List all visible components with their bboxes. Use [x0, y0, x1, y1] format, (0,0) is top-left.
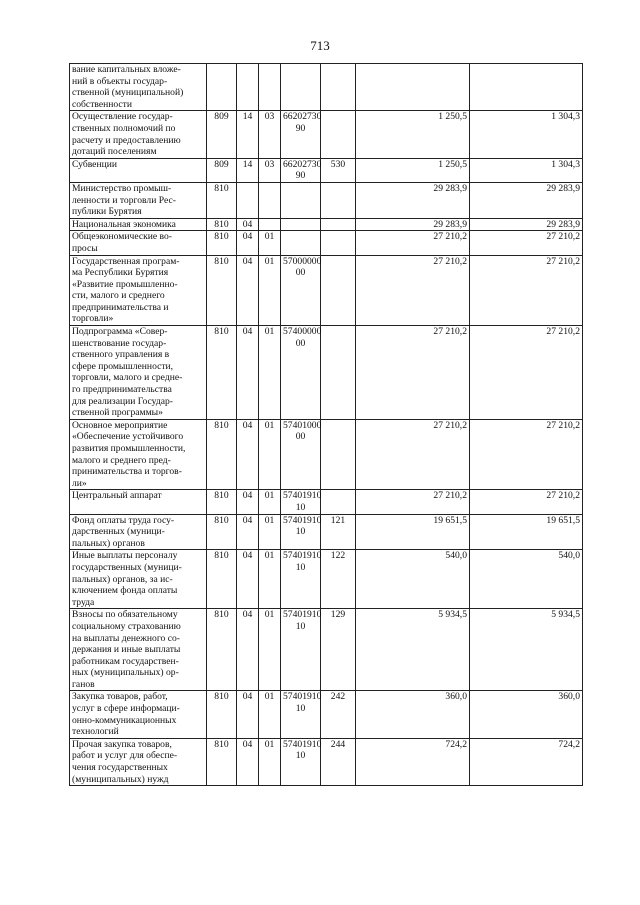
cell-sum-2: 27 210,2: [470, 419, 583, 490]
cell-csr: 66202730 90: [281, 111, 321, 158]
table-row: [70, 419, 583, 490]
cell-name: Общеэкономические во- просы: [70, 231, 207, 255]
cell-ved: 810: [207, 326, 237, 420]
cell-ved: [207, 64, 237, 111]
cell-vr: [321, 490, 356, 514]
cell-vr: 121: [321, 514, 356, 550]
cell-vr: [321, 326, 356, 420]
cell-name: Взносы по обязательному социальному страхованию на выплаты денежного со- держания и иные выплаты работникам государствен- ных (муниципальных) ор- ганов: [70, 609, 207, 691]
cell-vr: [321, 111, 356, 158]
cell-csr: [281, 231, 321, 255]
table-row: [70, 231, 583, 255]
cell-ved: 810: [207, 514, 237, 550]
cell-vr: [321, 255, 356, 326]
cell-csr: 57401910 10: [281, 514, 321, 550]
cell-name: Фонд оплаты труда госу- дарственных (муници- пальных) органов: [70, 514, 207, 550]
cell-sum-2: 360,0: [470, 691, 583, 738]
cell-ved: 810: [207, 490, 237, 514]
cell-sum-2: 27 210,2: [470, 255, 583, 326]
cell-csr: 57401910 10: [281, 738, 321, 785]
cell-ved: 809: [207, 111, 237, 158]
cell-pr: 01: [259, 609, 281, 691]
cell-sum-1: 1 250,5: [356, 111, 470, 158]
budget-table: [69, 63, 583, 786]
cell-pr: 01: [259, 419, 281, 490]
cell-ved: 810: [207, 182, 237, 218]
cell-name: Центральный аппарат: [70, 490, 207, 514]
cell-sum-1: 27 210,2: [356, 231, 470, 255]
cell-rz: 04: [237, 231, 259, 255]
cell-ved: 810: [207, 218, 237, 231]
cell-name: Закупка товаров, работ, услуг в сфере информаци- онно-коммуникационных технологий: [70, 691, 207, 738]
cell-sum-2: 27 210,2: [470, 326, 583, 420]
cell-ved: 810: [207, 231, 237, 255]
cell-csr: 57400000 00: [281, 326, 321, 420]
cell-vr: 129: [321, 609, 356, 691]
cell-rz: 04: [237, 419, 259, 490]
cell-name: Осуществление государ- ственных полномочий по расчету и предоставлению дотаций поселениям: [70, 111, 207, 158]
cell-ved: 810: [207, 255, 237, 326]
cell-sum-1: 540,0: [356, 550, 470, 609]
cell-vr: [321, 419, 356, 490]
cell-pr: 01: [259, 490, 281, 514]
cell-ved: 810: [207, 419, 237, 490]
cell-name: Министерство промыш- ленности и торговли Рес- публики Бурятия: [70, 182, 207, 218]
cell-csr: [281, 182, 321, 218]
table-row: [70, 691, 583, 738]
cell-sum-1: 27 210,2: [356, 490, 470, 514]
cell-sum-1: 1 250,5: [356, 158, 470, 182]
table-row: [70, 182, 583, 218]
cell-rz: 04: [237, 255, 259, 326]
cell-rz: 04: [237, 218, 259, 231]
cell-vr: 244: [321, 738, 356, 785]
cell-sum-2: 29 283,9: [470, 182, 583, 218]
cell-sum-1: 29 283,9: [356, 182, 470, 218]
table-row: [70, 514, 583, 550]
page-number: 713: [310, 38, 330, 53]
cell-rz: 04: [237, 691, 259, 738]
cell-ved: 810: [207, 691, 237, 738]
cell-rz: 14: [237, 158, 259, 182]
table-row: [70, 218, 583, 231]
cell-csr: [281, 218, 321, 231]
cell-pr: [259, 182, 281, 218]
cell-sum-2: 1 304,3: [470, 111, 583, 158]
cell-csr: 57401910 10: [281, 490, 321, 514]
cell-sum-1: 27 210,2: [356, 326, 470, 420]
cell-vr: 530: [321, 158, 356, 182]
cell-name: Иные выплаты персоналу государственных (муници- пальных) органов, за ис- ключением фонда оплаты труда: [70, 550, 207, 609]
cell-name: Государственная програм- ма Республики Бурятия «Развитие промышленно- сти, малого и среднего предпринимательства и торговли»: [70, 255, 207, 326]
table-row: [70, 158, 583, 182]
cell-ved: 809: [207, 158, 237, 182]
cell-pr: [259, 64, 281, 111]
cell-rz: 14: [237, 111, 259, 158]
table-row: [70, 255, 583, 326]
cell-name: Подпрограмма «Совер- шенствование государ- ственного управления в сфере промышленности, торговли, малого и средне- го предпринимательства для реализации Государ- ственной программы»: [70, 326, 207, 420]
cell-sum-2: 29 283,9: [470, 218, 583, 231]
cell-sum-1: 27 210,2: [356, 419, 470, 490]
cell-pr: 01: [259, 255, 281, 326]
cell-pr: 01: [259, 550, 281, 609]
cell-vr: 122: [321, 550, 356, 609]
cell-pr: 01: [259, 231, 281, 255]
cell-rz: [237, 64, 259, 111]
cell-ved: 810: [207, 738, 237, 785]
cell-name: Основное мероприятие «Обеспечение устойчивого развития промышленности, малого и среднего пред- принимательства и торгов- ли»: [70, 419, 207, 490]
cell-sum-1: [356, 64, 470, 111]
cell-sum-2: 5 934,5: [470, 609, 583, 691]
cell-ved: 810: [207, 609, 237, 691]
cell-name: Национальная экономика: [70, 218, 207, 231]
cell-rz: 04: [237, 738, 259, 785]
table-row: [70, 738, 583, 785]
table-row: [70, 609, 583, 691]
cell-vr: [321, 64, 356, 111]
cell-vr: [321, 182, 356, 218]
cell-name: вание капитальных вложе- ний в объекты государ- ственной (муниципальной) собственности: [70, 64, 207, 111]
cell-sum-1: 29 283,9: [356, 218, 470, 231]
cell-name: Субвенции: [70, 158, 207, 182]
cell-csr: [281, 64, 321, 111]
cell-pr: 01: [259, 691, 281, 738]
table-row: [70, 64, 583, 111]
cell-csr: 57000000 00: [281, 255, 321, 326]
cell-sum-2: 1 304,3: [470, 158, 583, 182]
cell-vr: [321, 231, 356, 255]
cell-name: Прочая закупка товаров, работ и услуг для обеспе- чения государственных (муниципальных) нужд: [70, 738, 207, 785]
cell-sum-1: 360,0: [356, 691, 470, 738]
cell-sum-1: 724,2: [356, 738, 470, 785]
cell-sum-1: 19 651,5: [356, 514, 470, 550]
cell-pr: [259, 218, 281, 231]
cell-sum-1: 27 210,2: [356, 255, 470, 326]
cell-csr: 66202730 90: [281, 158, 321, 182]
cell-sum-2: [470, 64, 583, 111]
cell-vr: [321, 218, 356, 231]
cell-sum-2: 540,0: [470, 550, 583, 609]
cell-pr: 03: [259, 111, 281, 158]
cell-pr: 01: [259, 514, 281, 550]
cell-vr: 242: [321, 691, 356, 738]
cell-pr: 01: [259, 326, 281, 420]
cell-rz: 04: [237, 514, 259, 550]
table-row: [70, 326, 583, 420]
cell-sum-2: 27 210,2: [470, 231, 583, 255]
table-row: [70, 490, 583, 514]
cell-rz: 04: [237, 550, 259, 609]
cell-rz: 04: [237, 326, 259, 420]
cell-csr: 57401910 10: [281, 609, 321, 691]
cell-sum-2: 19 651,5: [470, 514, 583, 550]
cell-rz: 04: [237, 490, 259, 514]
cell-pr: 01: [259, 738, 281, 785]
cell-rz: 04: [237, 609, 259, 691]
cell-sum-1: 5 934,5: [356, 609, 470, 691]
cell-rz: [237, 182, 259, 218]
table-row: [70, 111, 583, 158]
cell-csr: 57401910 10: [281, 550, 321, 609]
cell-pr: 03: [259, 158, 281, 182]
cell-csr: 57401000 00: [281, 419, 321, 490]
cell-sum-2: 724,2: [470, 738, 583, 785]
table-row: [70, 550, 583, 609]
cell-csr: 57401910 10: [281, 691, 321, 738]
cell-ved: 810: [207, 550, 237, 609]
cell-sum-2: 27 210,2: [470, 490, 583, 514]
